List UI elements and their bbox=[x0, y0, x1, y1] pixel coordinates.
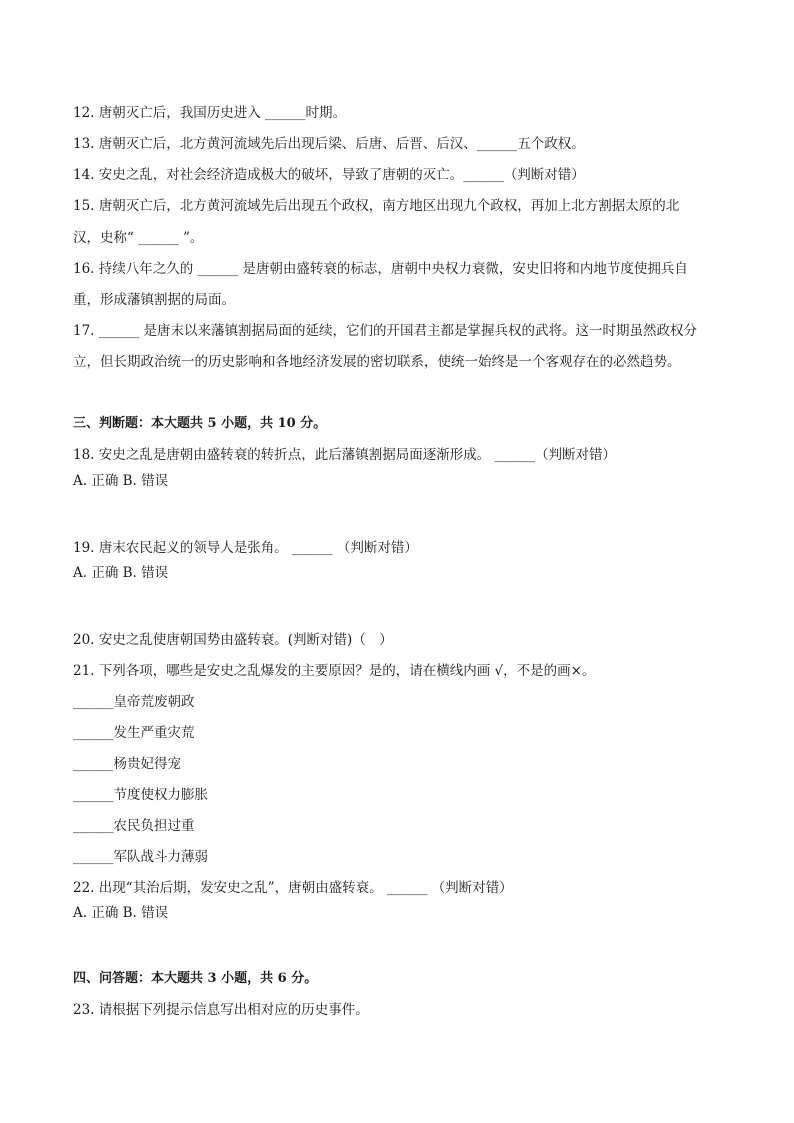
question-17-line-2: 立，但长期政治统一的历史影响和各地经济发展的密切联系，使统一始终是一个客观存在的必然趋势。 bbox=[73, 354, 681, 370]
question-12: 12. 唐朝灭亡后，我国历史进入 ______时期。 bbox=[73, 105, 347, 121]
section-4-heading: 四、问答题：本大题共 3 小题，共 6 分。 bbox=[73, 971, 318, 986]
section-3-heading: 三、判断题：本大题共 5 小题，共 10 分。 bbox=[73, 416, 327, 431]
question-21-item: ______皇帝荒废朝政 bbox=[73, 694, 195, 710]
question-21-item: ______农民负担过重 bbox=[73, 818, 195, 834]
question-22-options: A. 正确 B. 错误 bbox=[73, 905, 169, 921]
question-21: 21. 下列各项，哪些是安史之乱爆发的主要原因？是的，请在横线内画 √，不是的画×。 bbox=[73, 663, 596, 679]
question-22: 22. 出现“其治后期，发安史之乱”，唐朝由盛转衰。 ______ （判断对错） bbox=[73, 880, 513, 896]
question-16-line-2: 重，形成藩镇割据的局面。 bbox=[73, 292, 235, 308]
question-21-item: ______杨贵妃得宠 bbox=[73, 756, 181, 772]
question-16-line-1: 16. 持续八年之久的 ______ 是唐朝由盛转衰的标志，唐朝中央权力衰微，安史旧将和内地节度使拥兵自 bbox=[73, 261, 688, 277]
question-18: 18. 安史之乱是唐朝由盛转衰的转折点，此后藩镇割据局面逐渐形成。 ______（判断对错） bbox=[73, 447, 617, 463]
question-21-item: ______节度使权力膨胀 bbox=[73, 787, 208, 803]
question-21-item: ______军队战斗力薄弱 bbox=[73, 849, 208, 865]
question-18-options: A. 正确 B. 错误 bbox=[73, 473, 169, 489]
question-15-line-1: 15. 唐朝灭亡后，北方黄河流域先后出现五个政权，南方地区出现九个政权，再加上北方割据太原的北 bbox=[73, 198, 680, 214]
question-20: 20. 安史之乱使唐朝国势由盛转衰。(判断对错)（ ） bbox=[73, 632, 393, 648]
question-17-line-1: 17. ______ 是唐末以来藩镇割据局面的延续，它们的开国君主都是掌握兵权的武将。这一时期虽然政权分 bbox=[73, 323, 698, 339]
question-21-item: ______发生严重灾荒 bbox=[73, 725, 195, 741]
question-13: 13. 唐朝灭亡后，北方黄河流域先后出现后梁、后唐、后晋、后汉、______五个政权。 bbox=[73, 136, 585, 152]
question-14: 14. 安史之乱，对社会经济造成极大的破坏，导致了唐朝的灭亡。______（判断对错） bbox=[73, 167, 585, 183]
question-19-options: A. 正确 B. 错误 bbox=[73, 565, 169, 581]
question-19: 19. 唐末农民起义的领导人是张角。 ______ （判断对错） bbox=[73, 540, 418, 556]
question-15-line-2: 汉，史称“ ______ ”。 bbox=[73, 230, 204, 246]
question-23: 23. 请根据下列提示信息写出相对应的历史事件。 bbox=[73, 1002, 369, 1018]
